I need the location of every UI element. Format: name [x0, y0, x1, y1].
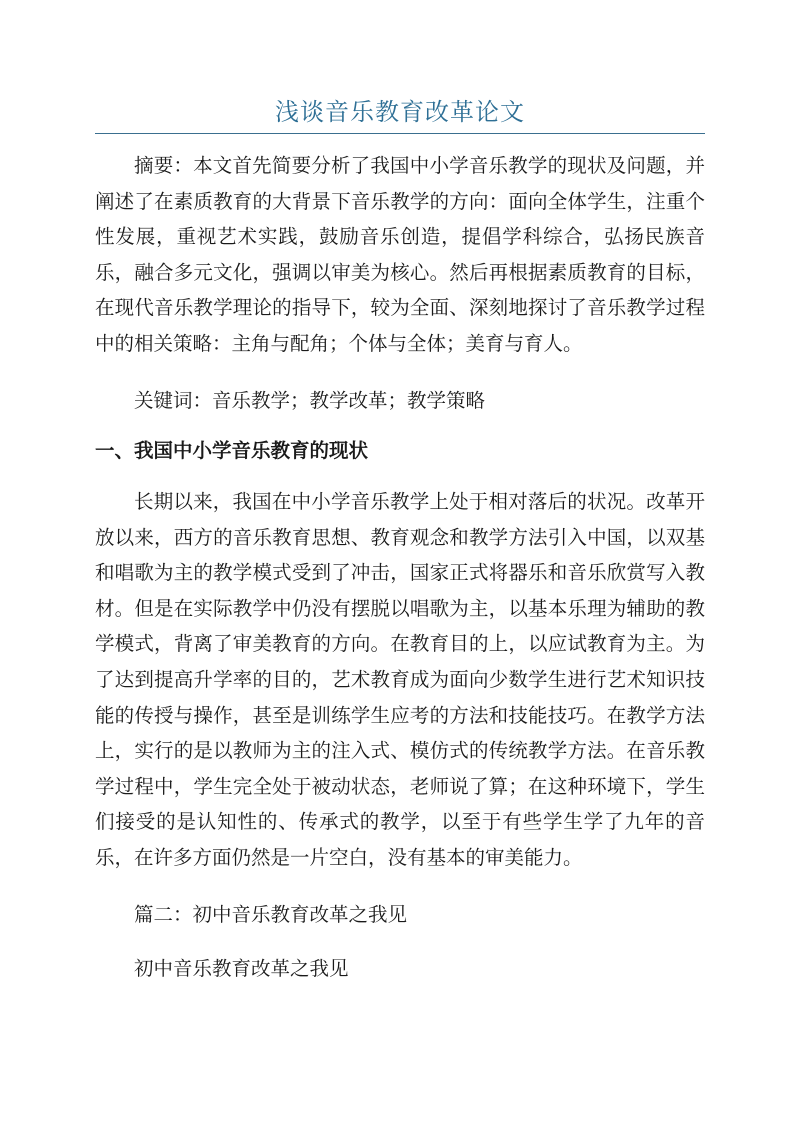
part-two-title: 初中音乐教育改革之我见: [134, 957, 349, 980]
title-underline: [95, 133, 705, 134]
section-heading-current-status: 一、我国中小学音乐教育的现状: [95, 439, 369, 462]
part-two-label: 篇二：初中音乐教育改革之我见: [134, 903, 408, 926]
section-paragraph-current-status: 长期以来，我国在中小学音乐教学上处于相对落后的状况。改革开放以来，西方的音乐教育思想、教育观念和教学方法引入中国，以双基和唱歌为主的教学模式受到了冲击，国家正式将器乐和音乐欣赏写入教材。但是在实际教学中仍没有摆脱以唱歌为主，以基本乐理为辅助的教学模式，背离了审美教育的方向。在教育目的上，以应试教育为主。为了达到提高升学率的目的，艺术教育成为面向少数学生进行艺术知识技能的传授与操作，甚至是训练学生应考的方法和技能技巧。在教学方法上，实行的是以教师为主的注入式、模仿式的传统教学方法。在音乐教学过程中，学生完全处于被动状态，老师说了算；在这种环境下，学生们接受的是认知性的、传承式的教学，以至于有些学生学了九年的音乐，在许多方面仍然是一片空白，没有基本的审美能力。: [95, 490, 705, 869]
keywords-line: 关键词：音乐教学；教学改革；教学策略: [134, 389, 486, 412]
abstract-paragraph: 摘要：本文首先简要分析了我国中小学音乐教学的现状及问题，并阐述了在素质教育的大背景下音乐教学的方向：面向全体学生，注重个性发展，重视艺术实践，鼓励音乐创造，提倡学科综合，弘扬民族音乐，融合多元文化，强调以审美为核心。然后再根据素质教育的目标，在现代音乐教学理论的指导下，较为全面、深刻地探讨了音乐教学过程中的相关策略：主角与配角；个体与全体；美育与育人。: [95, 154, 705, 355]
document-title: 浅谈音乐教育改革论文: [275, 98, 525, 126]
